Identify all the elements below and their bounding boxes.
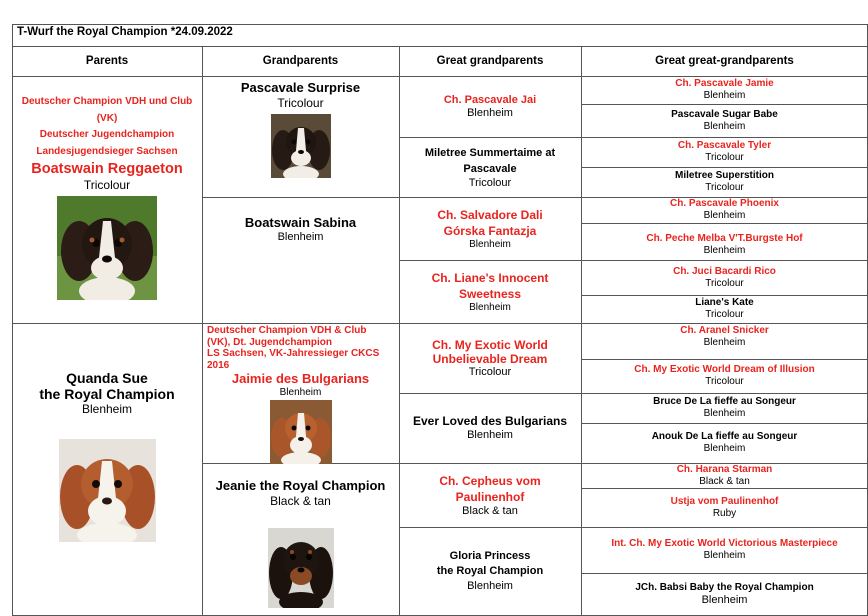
dog-photo xyxy=(270,400,332,464)
dog-name: Ustja vom Paulinenhof xyxy=(670,495,779,507)
dam-name: the Royal Champion xyxy=(39,386,175,402)
dog-name: Ch. Cepheus vom xyxy=(439,473,541,488)
grandparent-cell xyxy=(202,76,399,197)
great-great-grandparent-cell xyxy=(581,260,868,295)
sire-color: Tricolour xyxy=(83,178,131,192)
dog-name: Ch. Pascavale Jai xyxy=(443,93,537,106)
dog-color: Blenheim xyxy=(703,408,746,419)
dog-name: Pascavale xyxy=(463,162,517,175)
dog-color: Blenheim xyxy=(469,238,511,250)
header-great-great-grandparents: Great great-grandparents xyxy=(655,55,794,67)
dog-color: Blenheim xyxy=(467,579,513,592)
dog-name: Ch. Aranel Snicker xyxy=(680,325,769,336)
dog-name: Ch. Juci Bacardi Rico xyxy=(673,265,776,277)
sire-name: Boatswain Reggaeton xyxy=(31,161,183,177)
header-grandparents: Grandparents xyxy=(262,55,339,67)
dam-cell xyxy=(12,323,202,615)
dog-name: Ch. Peche Melba V'T.Burgste Hof xyxy=(646,232,803,244)
dog-color: Blenheim xyxy=(703,550,746,561)
dog-name: Ever Loved des Bulgarians xyxy=(412,414,568,428)
sire-title: (VK) xyxy=(96,112,118,124)
dog-name: Unbelievable Dream xyxy=(432,351,548,366)
sire-title: Landesjugendsieger Sachsen xyxy=(36,145,178,157)
dog-color: Blenheim xyxy=(703,90,746,101)
dog-name: Boatswain Sabina xyxy=(244,215,357,230)
great-grandparent-cell xyxy=(399,137,581,197)
great-great-grandparent-cell xyxy=(581,359,868,393)
grandparent-cell xyxy=(202,323,399,463)
dog-name: Ch. Pascavale Jamie xyxy=(675,78,774,89)
great-grandparent-cell xyxy=(399,527,581,615)
great-great-grandparent-cell xyxy=(581,393,868,423)
dog-color: Black & tan xyxy=(699,475,750,487)
dog-title: Deutscher Champion VDH & Club xyxy=(207,325,367,336)
dog-title: 2016 xyxy=(207,359,230,371)
dog-name: Miletree Superstition xyxy=(675,170,774,181)
dog-color: Blenheim xyxy=(703,210,746,221)
sire-title: Deutscher Champion VDH und Club xyxy=(21,96,193,107)
dog-color: Blenheim xyxy=(701,593,748,606)
dog-color: Blenheim xyxy=(277,231,324,243)
dog-title: (VK), Dt. Jugendchampion xyxy=(207,336,332,348)
dog-color: Blenheim xyxy=(467,429,513,441)
header-parents: Parents xyxy=(85,55,129,67)
dog-name: Ch. Liane's Innocent xyxy=(431,270,549,285)
dog-name: Pascavale Surprise xyxy=(240,80,361,95)
dog-color: Tricolour xyxy=(277,96,324,110)
dog-color: Tricolour xyxy=(705,277,744,289)
dog-color: Tricolour xyxy=(705,376,744,387)
great-great-grandparent-cell xyxy=(581,488,868,527)
dog-name: Ch. Salvadore Dali xyxy=(437,207,543,222)
dog-name: Ch. Harana Starman xyxy=(676,463,773,475)
dog-name: Jeanie the Royal Champion xyxy=(215,478,386,493)
sire-title: Deutscher Jugendchampion xyxy=(39,129,175,140)
dog-name: JCh. Babsi Baby the Royal Champion xyxy=(635,581,814,593)
dog-name: Liane's Kate xyxy=(695,297,754,308)
dog-name: Miletree Summertaime at xyxy=(424,146,556,159)
great-great-grandparent-cell xyxy=(581,527,868,573)
dog-name: the Royal Champion xyxy=(436,564,544,577)
dog-color: Tricolour xyxy=(705,182,744,193)
dog-name: Gloria Princess xyxy=(449,549,531,562)
dog-name: Ch. Pascavale Tyler xyxy=(677,140,772,151)
grandparent-cell xyxy=(202,197,399,323)
great-great-grandparent-cell xyxy=(581,104,868,137)
dam-name: Quanda Sue xyxy=(66,370,148,386)
dog-name: Pascavale Sugar Babe xyxy=(671,108,778,120)
dog-color: Tricolour xyxy=(468,365,512,378)
great-great-grandparent-cell xyxy=(581,76,868,104)
great-great-grandparent-cell xyxy=(581,167,868,197)
dog-photo-sire xyxy=(57,196,157,300)
dam-color: Blenheim xyxy=(81,402,133,416)
dog-name: Ch. My Exotic World Dream of Illusion xyxy=(634,364,815,375)
dog-color: Blenheim xyxy=(469,301,511,313)
dog-name: Ch. My Exotic World xyxy=(432,337,548,352)
dog-color: Ruby xyxy=(712,507,737,519)
dog-color: Tricolour xyxy=(705,309,744,320)
dog-color: Black & tan xyxy=(270,494,331,508)
dog-color: Blenheim xyxy=(703,120,746,132)
dog-photo xyxy=(268,528,334,608)
great-grandparent-cell xyxy=(399,463,581,527)
dog-photo-dam xyxy=(59,439,156,542)
dog-name: Paulinenhof xyxy=(455,489,525,504)
great-grandparent-cell xyxy=(399,197,581,260)
dog-color: Black & tan xyxy=(462,504,518,517)
dog-color: Blenheim xyxy=(467,106,513,119)
dog-name: Górska Fantazja xyxy=(443,223,537,238)
dog-name: Sweetness xyxy=(458,286,522,301)
dog-name: Ch. Pascavale Phoenix xyxy=(670,198,779,209)
dog-photo xyxy=(271,114,331,178)
great-grandparent-cell xyxy=(399,76,581,137)
great-great-grandparent-cell xyxy=(581,223,868,260)
dog-color: Blenheim xyxy=(703,443,746,454)
great-great-grandparent-cell xyxy=(581,137,868,167)
great-great-grandparent-cell xyxy=(581,463,868,488)
dog-name: Bruce De La fieffe au Songeur xyxy=(653,396,796,407)
great-grandparent-cell xyxy=(399,260,581,323)
great-great-grandparent-cell xyxy=(581,423,868,463)
great-grandparent-cell xyxy=(399,323,581,393)
page-title: T-Wurf the Royal Champion *24.09.2022 xyxy=(17,26,233,38)
dog-color: Blenheim xyxy=(279,387,322,398)
dog-title: LS Sachsen, VK-Jahressieger CKCS xyxy=(207,348,380,359)
dog-color: Tricolour xyxy=(705,152,744,163)
dog-name: Jaimie des Bulgarians xyxy=(231,371,370,386)
header-great-grandparents: Great grandparents xyxy=(436,55,544,67)
dog-name: Int. Ch. My Exotic World Victorious Masterpiece xyxy=(611,538,838,549)
dog-name: Anouk De La fieffe au Songeur xyxy=(651,431,798,442)
dog-color: Tricolour xyxy=(468,176,512,189)
great-great-grandparent-cell xyxy=(581,197,868,223)
great-great-grandparent-cell xyxy=(581,573,868,615)
great-grandparent-cell xyxy=(399,393,581,463)
sire-cell xyxy=(12,76,202,323)
grandparent-cell xyxy=(202,463,399,615)
pedigree-table xyxy=(12,24,868,616)
great-great-grandparent-cell xyxy=(581,295,868,323)
great-great-grandparent-cell xyxy=(581,323,868,359)
dog-color: Blenheim xyxy=(703,337,746,348)
dog-color: Blenheim xyxy=(703,244,746,256)
